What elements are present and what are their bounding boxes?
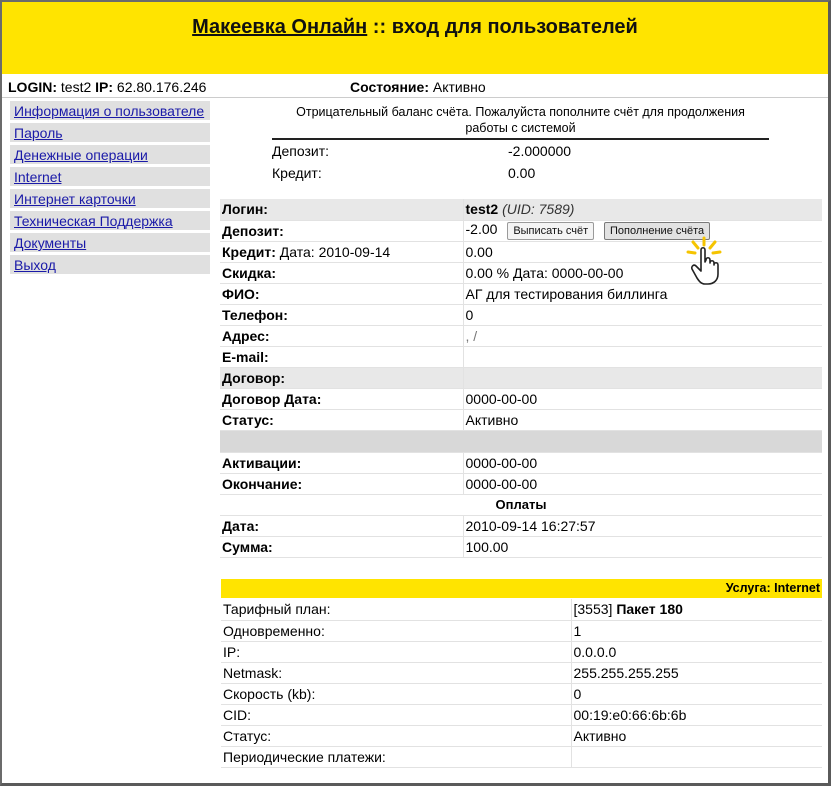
contract-field-label: Договор:	[220, 367, 463, 388]
sidebar-item-internet	[10, 167, 210, 186]
ip-label: IP:	[95, 79, 114, 95]
service-value-netmask: 255.255.255.255	[571, 662, 822, 683]
table-row	[220, 473, 822, 494]
service-value-cid: 00:19:e0:66:6b:6b	[571, 704, 822, 725]
service-value-periodic	[571, 746, 822, 767]
sidebar-link-user-info[interactable]: Информация о пользователе	[14, 103, 205, 119]
sidebar-link-support[interactable]: Техническая Поддержка	[14, 213, 173, 229]
email-field-label: E-mail:	[220, 346, 463, 367]
balance-credit-label: Кредит:	[272, 165, 322, 181]
payment-sum-value: 100.00	[463, 536, 822, 557]
sidebar-link-internet-cards[interactable]: Интернет карточки	[14, 191, 136, 207]
table-row	[220, 262, 822, 283]
table-row	[220, 367, 822, 388]
table-row	[220, 304, 822, 325]
service-value-simultaneous: 1	[571, 620, 822, 641]
login-value: test2	[60, 79, 92, 95]
contract-field-value	[463, 367, 822, 388]
table-row	[220, 220, 822, 241]
service-header: Услуга: Internet	[221, 579, 822, 598]
sidebar-menu	[10, 101, 210, 277]
balance-summary	[272, 140, 769, 184]
notice-line-2: работы с системой	[465, 121, 576, 135]
phone-field-label: Телефон:	[220, 304, 463, 325]
payment-date-value: 2010-09-14 16:27:57	[463, 515, 822, 536]
deposit-field-cell	[463, 220, 822, 241]
table-row	[221, 599, 822, 620]
separator-band	[220, 430, 822, 452]
payments-header: Оплаты	[220, 494, 822, 515]
table-row	[220, 241, 822, 262]
sidebar-item-user-info	[10, 101, 210, 120]
service-label-simultaneous: Одновременно:	[221, 620, 571, 641]
table-row	[220, 283, 822, 304]
table-row	[221, 662, 822, 683]
payment-date-label: Дата:	[220, 515, 463, 536]
address-field-value: , /	[463, 325, 822, 346]
topup-button[interactable]: Пополнение счёта	[604, 222, 710, 240]
table-row	[220, 452, 822, 473]
balance-deposit-row	[272, 140, 769, 162]
sidebar-link-logout[interactable]: Выход	[14, 257, 56, 273]
ip-value: 62.80.176.246	[116, 79, 207, 95]
notice-line-1: Отрицательный баланс счёта. Пожалуйста пополните счёт для продолжения	[296, 105, 745, 119]
service-label-tariff: Тарифный план:	[221, 599, 571, 620]
table-row	[221, 746, 822, 767]
sidebar-item-logout	[10, 255, 210, 274]
user-info-table	[220, 199, 822, 558]
table-row	[220, 494, 822, 515]
service-value-tariff	[571, 599, 822, 620]
login-field-name: test2	[465, 201, 499, 218]
service-label-speed: Скорость (kb):	[221, 683, 571, 704]
sidebar-link-password[interactable]: Пароль	[14, 125, 63, 141]
state-label: Состояние:	[350, 79, 429, 95]
service-label-cid: CID:	[221, 704, 571, 725]
header-subtitle: вход для пользователей	[391, 16, 638, 38]
balance-credit-value: 0.00	[508, 165, 536, 181]
credit-field-value: 0.00	[463, 241, 822, 262]
table-row	[221, 683, 822, 704]
end-field-value: 0000-00-00	[463, 473, 822, 494]
table-row	[220, 325, 822, 346]
login-field-label: Логин:	[220, 199, 463, 220]
discount-field-label: Скидка:	[220, 262, 463, 283]
end-field-label: Окончание:	[220, 473, 463, 494]
credit-field-label-cell	[220, 241, 463, 262]
service-label-ip: IP:	[221, 641, 571, 662]
payment-sum-label: Сумма:	[220, 536, 463, 557]
login-label: LOGIN:	[8, 79, 57, 95]
address-field-label: Адрес:	[220, 325, 463, 346]
status-field-value: Активно	[463, 409, 822, 430]
contract-date-field-label: Договор Дата:	[220, 388, 463, 409]
deposit-field-label: Депозит:	[220, 220, 463, 241]
site-home-link[interactable]: Макеевка Онлайн	[192, 16, 368, 38]
service-value-status: Активно	[571, 725, 822, 746]
uid-value: (UID: 7589)	[502, 201, 575, 218]
service-label-status: Статус:	[221, 725, 571, 746]
sidebar-item-internet-cards	[10, 189, 210, 208]
fio-field-label: ФИО:	[220, 283, 463, 304]
credit-date: Дата: 2010-09-14	[275, 243, 391, 260]
service-label-netmask: Netmask:	[221, 662, 571, 683]
state-block	[350, 76, 486, 98]
sidebar-item-money-operations	[10, 145, 210, 164]
hand-cursor-icon	[684, 236, 728, 286]
table-row	[220, 515, 822, 536]
activation-field-label: Активации:	[220, 452, 463, 473]
user-status-bar	[2, 76, 828, 98]
tariff-name: Пакет 180	[616, 601, 683, 618]
credit-field-label: Кредит:	[222, 243, 276, 260]
sidebar-link-money-operations[interactable]: Денежные операции	[14, 147, 148, 163]
login-field-value	[463, 199, 822, 220]
sidebar-link-documents[interactable]: Документы	[14, 235, 87, 251]
table-row	[221, 704, 822, 725]
balance-deposit-value: -2.000000	[508, 143, 572, 159]
service-value-ip: 0.0.0.0	[571, 641, 822, 662]
header-separator: ::	[367, 16, 392, 38]
service-label-periodic: Периодические платежи:	[221, 746, 571, 767]
phone-field-value: 0	[463, 304, 822, 325]
table-row	[220, 536, 822, 557]
separator-band-cell	[220, 430, 822, 452]
table-row	[220, 346, 822, 367]
invoice-button[interactable]: Выписать счёт	[507, 222, 594, 240]
table-row	[220, 388, 822, 409]
balance-deposit-label: Депозит:	[272, 143, 330, 159]
table-row	[221, 620, 822, 641]
email-field-value	[463, 346, 822, 367]
table-row	[221, 725, 822, 746]
service-value-speed: 0	[571, 683, 822, 704]
contract-date-field-value: 0000-00-00	[463, 388, 822, 409]
table-row	[220, 409, 822, 430]
deposit-field-value: -2.00	[465, 221, 498, 238]
discount-field-value: 0.00 % Дата: 0000-00-00	[463, 262, 822, 283]
sidebar-link-internet[interactable]: Internet	[14, 169, 62, 185]
balance-credit-row	[272, 162, 769, 184]
sidebar-item-support	[10, 211, 210, 230]
sidebar-item-documents	[10, 233, 210, 252]
negative-balance-notice	[272, 104, 769, 140]
tariff-id: [3553]	[573, 601, 613, 618]
service-table	[221, 599, 822, 768]
fio-field-value: АГ для тестирования биллинга	[463, 283, 822, 304]
activation-field-value: 0000-00-00	[463, 452, 822, 473]
status-field-label: Статус:	[220, 409, 463, 430]
table-row	[220, 199, 822, 220]
page-header	[2, 2, 828, 74]
table-row	[221, 641, 822, 662]
state-value: Активно	[432, 79, 486, 95]
sidebar-item-password	[10, 123, 210, 142]
